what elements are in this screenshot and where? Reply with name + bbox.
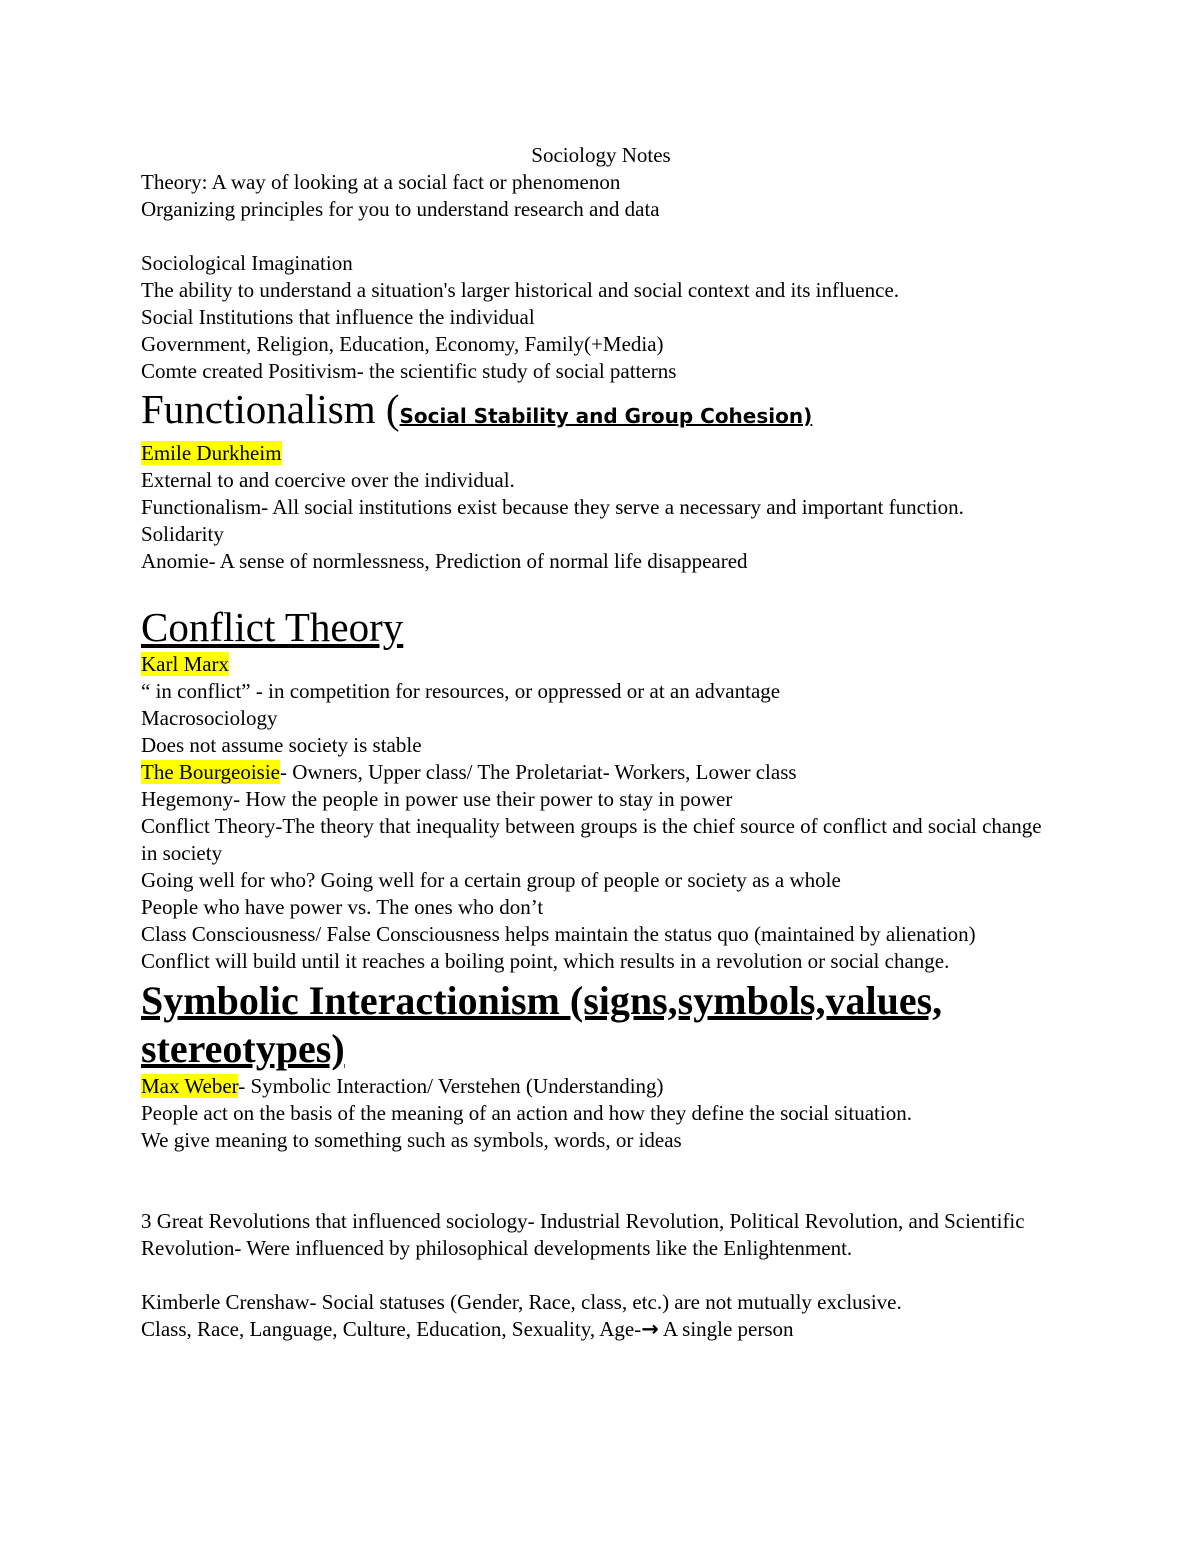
intersectionality-line bbox=[141, 1316, 1061, 1343]
conflict-line: Macrosociology bbox=[141, 706, 278, 730]
imagination-line: Government, Religion, Education, Economy, Family(+Media) bbox=[141, 332, 664, 356]
imagination-line: Comte created Positivism- the scientific study of social patterns bbox=[141, 359, 677, 383]
intersectionality-result: A single person bbox=[658, 1317, 794, 1341]
symbolic-line: We give meaning to something such as symbols, words, or ideas bbox=[141, 1128, 682, 1152]
revolutions-line: 3 Great Revolutions that influenced sociology- Industrial Revolution, Political Revolution, and Scientific Revolution- Were influenced by philosophical developments like the Enlightenment. bbox=[141, 1209, 1025, 1260]
functionalism-heading bbox=[141, 385, 1061, 440]
bourgeoisie-line bbox=[141, 759, 1061, 786]
theorist-weber: Max Weber bbox=[141, 1074, 239, 1098]
conflict-line: Conflict Theory-The theory that inequality between groups is the chief source of conflict and social change in society bbox=[141, 814, 1042, 865]
bourgeoisie-rest: - Owners, Upper class/ The Proletariat- Workers, Lower class bbox=[280, 760, 797, 784]
spacer bbox=[141, 1262, 1061, 1289]
imagination-heading: Sociological Imagination bbox=[141, 251, 353, 275]
conflict-line: Conflict will build until it reaches a boiling point, which results in a revolution or social change. bbox=[141, 949, 950, 973]
intersectionality-list: Class, Race, Language, Culture, Education, Sexuality, Age- bbox=[141, 1317, 642, 1341]
symbolic-line: People act on the basis of the meaning of an action and how they define the social situation. bbox=[141, 1101, 912, 1125]
functionalism-theorist-line bbox=[141, 440, 1061, 467]
conflict-line: Hegemony- How the people in power use their power to stay in power bbox=[141, 787, 733, 811]
conflict-line: Going well for who? Going well for a certain group of people or society as a whole bbox=[141, 868, 841, 892]
functionalism-line: Anomie- A sense of normlessness, Prediction of normal life disappeared bbox=[141, 549, 748, 573]
conflict-heading: Conflict Theory bbox=[141, 604, 404, 650]
functionalism-line: External to and coercive over the individual. bbox=[141, 468, 515, 492]
imagination-line: Social Institutions that influence the individual bbox=[141, 305, 535, 329]
bourgeoisie-highlight: The Bourgeoisie bbox=[141, 760, 281, 784]
weber-rest: - Symbolic Interaction/ Verstehen (Understanding) bbox=[238, 1074, 664, 1098]
conflict-line: “ in conflict” - in competition for resources, or oppressed or at an advantage bbox=[141, 679, 781, 703]
intro-line: Organizing principles for you to understand research and data bbox=[141, 197, 660, 221]
conflict-line: People who have power vs. The ones who don’t bbox=[141, 895, 544, 919]
functionalism-heading-main: Functionalism ( bbox=[141, 386, 400, 432]
conflict-line: Does not assume society is stable bbox=[141, 733, 422, 757]
weber-line bbox=[141, 1073, 1061, 1100]
spacer bbox=[141, 1154, 1061, 1208]
theorist-marx: Karl Marx bbox=[141, 652, 230, 676]
functionalism-line: Solidarity bbox=[141, 522, 224, 546]
functionalism-heading-sub: Social Stability and Group Cohesion) bbox=[399, 404, 813, 428]
functionalism-line: Functionalism- All social institutions exist because they serve a necessary and important function. bbox=[141, 495, 964, 519]
symbolic-heading: Symbolic Interactionism (signs,symbols,values, stereotypes) bbox=[141, 978, 943, 1071]
document-title: Sociology Notes bbox=[531, 143, 671, 167]
imagination-line: The ability to understand a situation's larger historical and social context and its influence. bbox=[141, 278, 900, 302]
crenshaw-line: Kimberle Crenshaw- Social statuses (Gender, Race, class, etc.) are not mutually exclusive. bbox=[141, 1290, 902, 1314]
spacer bbox=[141, 575, 1061, 603]
spacer bbox=[141, 223, 1061, 250]
arrow-icon: → bbox=[641, 1317, 659, 1341]
intro-line: Theory: A way of looking at a social fact or phenomenon bbox=[141, 170, 621, 194]
conflict-line: Class Consciousness/ False Consciousness helps maintain the status quo (maintained by alienation) bbox=[141, 922, 976, 946]
document-body bbox=[141, 142, 1061, 1343]
conflict-theorist-line bbox=[141, 651, 1061, 678]
theorist-durkheim: Emile Durkheim bbox=[141, 441, 282, 465]
